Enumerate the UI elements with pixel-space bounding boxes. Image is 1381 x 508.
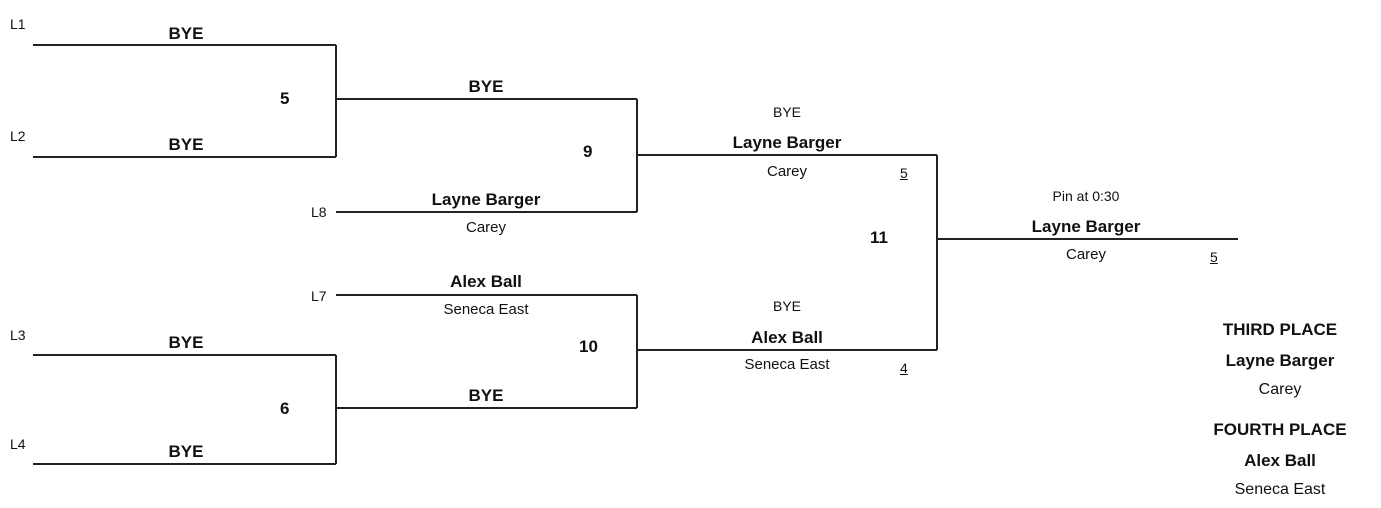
round3-bottom-team: Seneca East	[744, 356, 830, 373]
round1-bottom-slot1: BYE	[168, 333, 204, 352]
round1-top-slot2: BYE	[168, 135, 204, 154]
bout-number-5: 5	[280, 89, 290, 108]
round3-top-team: Carey	[766, 163, 808, 180]
final-team: Carey	[1065, 246, 1107, 263]
bout-number-10: 10	[579, 337, 598, 356]
round3-top-name: Layne Barger	[732, 133, 842, 152]
entry-label-l7: L7	[311, 288, 327, 304]
fourth-place-team: Seneca East	[1234, 481, 1326, 498]
fourth-place-heading: FOURTH PLACE	[1213, 420, 1347, 439]
entry-label-l4: L4	[10, 436, 26, 452]
entry-label-l8: L8	[311, 204, 327, 220]
round2-top-winner-slot: BYE	[468, 77, 504, 96]
bout-number-11: 11	[870, 228, 888, 247]
round1-top-slot1: BYE	[168, 24, 204, 43]
round3-top-score: 5	[900, 165, 908, 181]
round1-bottom-slot2: BYE	[168, 442, 204, 461]
round3-bottom-score: 4	[900, 360, 908, 376]
round3-bottom-name: Alex Ball	[751, 328, 823, 347]
fourth-place-name: Alex Ball	[1244, 451, 1316, 470]
entry-label-l1: L1	[10, 16, 26, 32]
round2-bottom-dropin-team: Seneca East	[443, 301, 529, 318]
round2-bottom-winner-slot: BYE	[468, 386, 504, 405]
bout-number-6: 6	[280, 399, 290, 418]
round2-top-dropin-team: Carey	[465, 219, 507, 236]
round3-top-result: BYE	[772, 104, 802, 120]
third-place-name: Layne Barger	[1225, 351, 1335, 370]
round3-bottom-result: BYE	[772, 298, 802, 314]
final-result: Pin at 0:30	[1052, 188, 1120, 204]
final-name: Layne Barger	[1031, 217, 1141, 236]
third-place-team: Carey	[1258, 381, 1302, 398]
entry-label-l3: L3	[10, 327, 26, 343]
round2-top-dropin-name: Layne Barger	[431, 190, 541, 209]
entry-label-l2: L2	[10, 128, 26, 144]
final-score: 5	[1210, 249, 1218, 265]
bout-number-9: 9	[583, 142, 593, 161]
round2-bottom-dropin-name: Alex Ball	[450, 272, 522, 291]
third-place-heading: THIRD PLACE	[1222, 320, 1338, 339]
